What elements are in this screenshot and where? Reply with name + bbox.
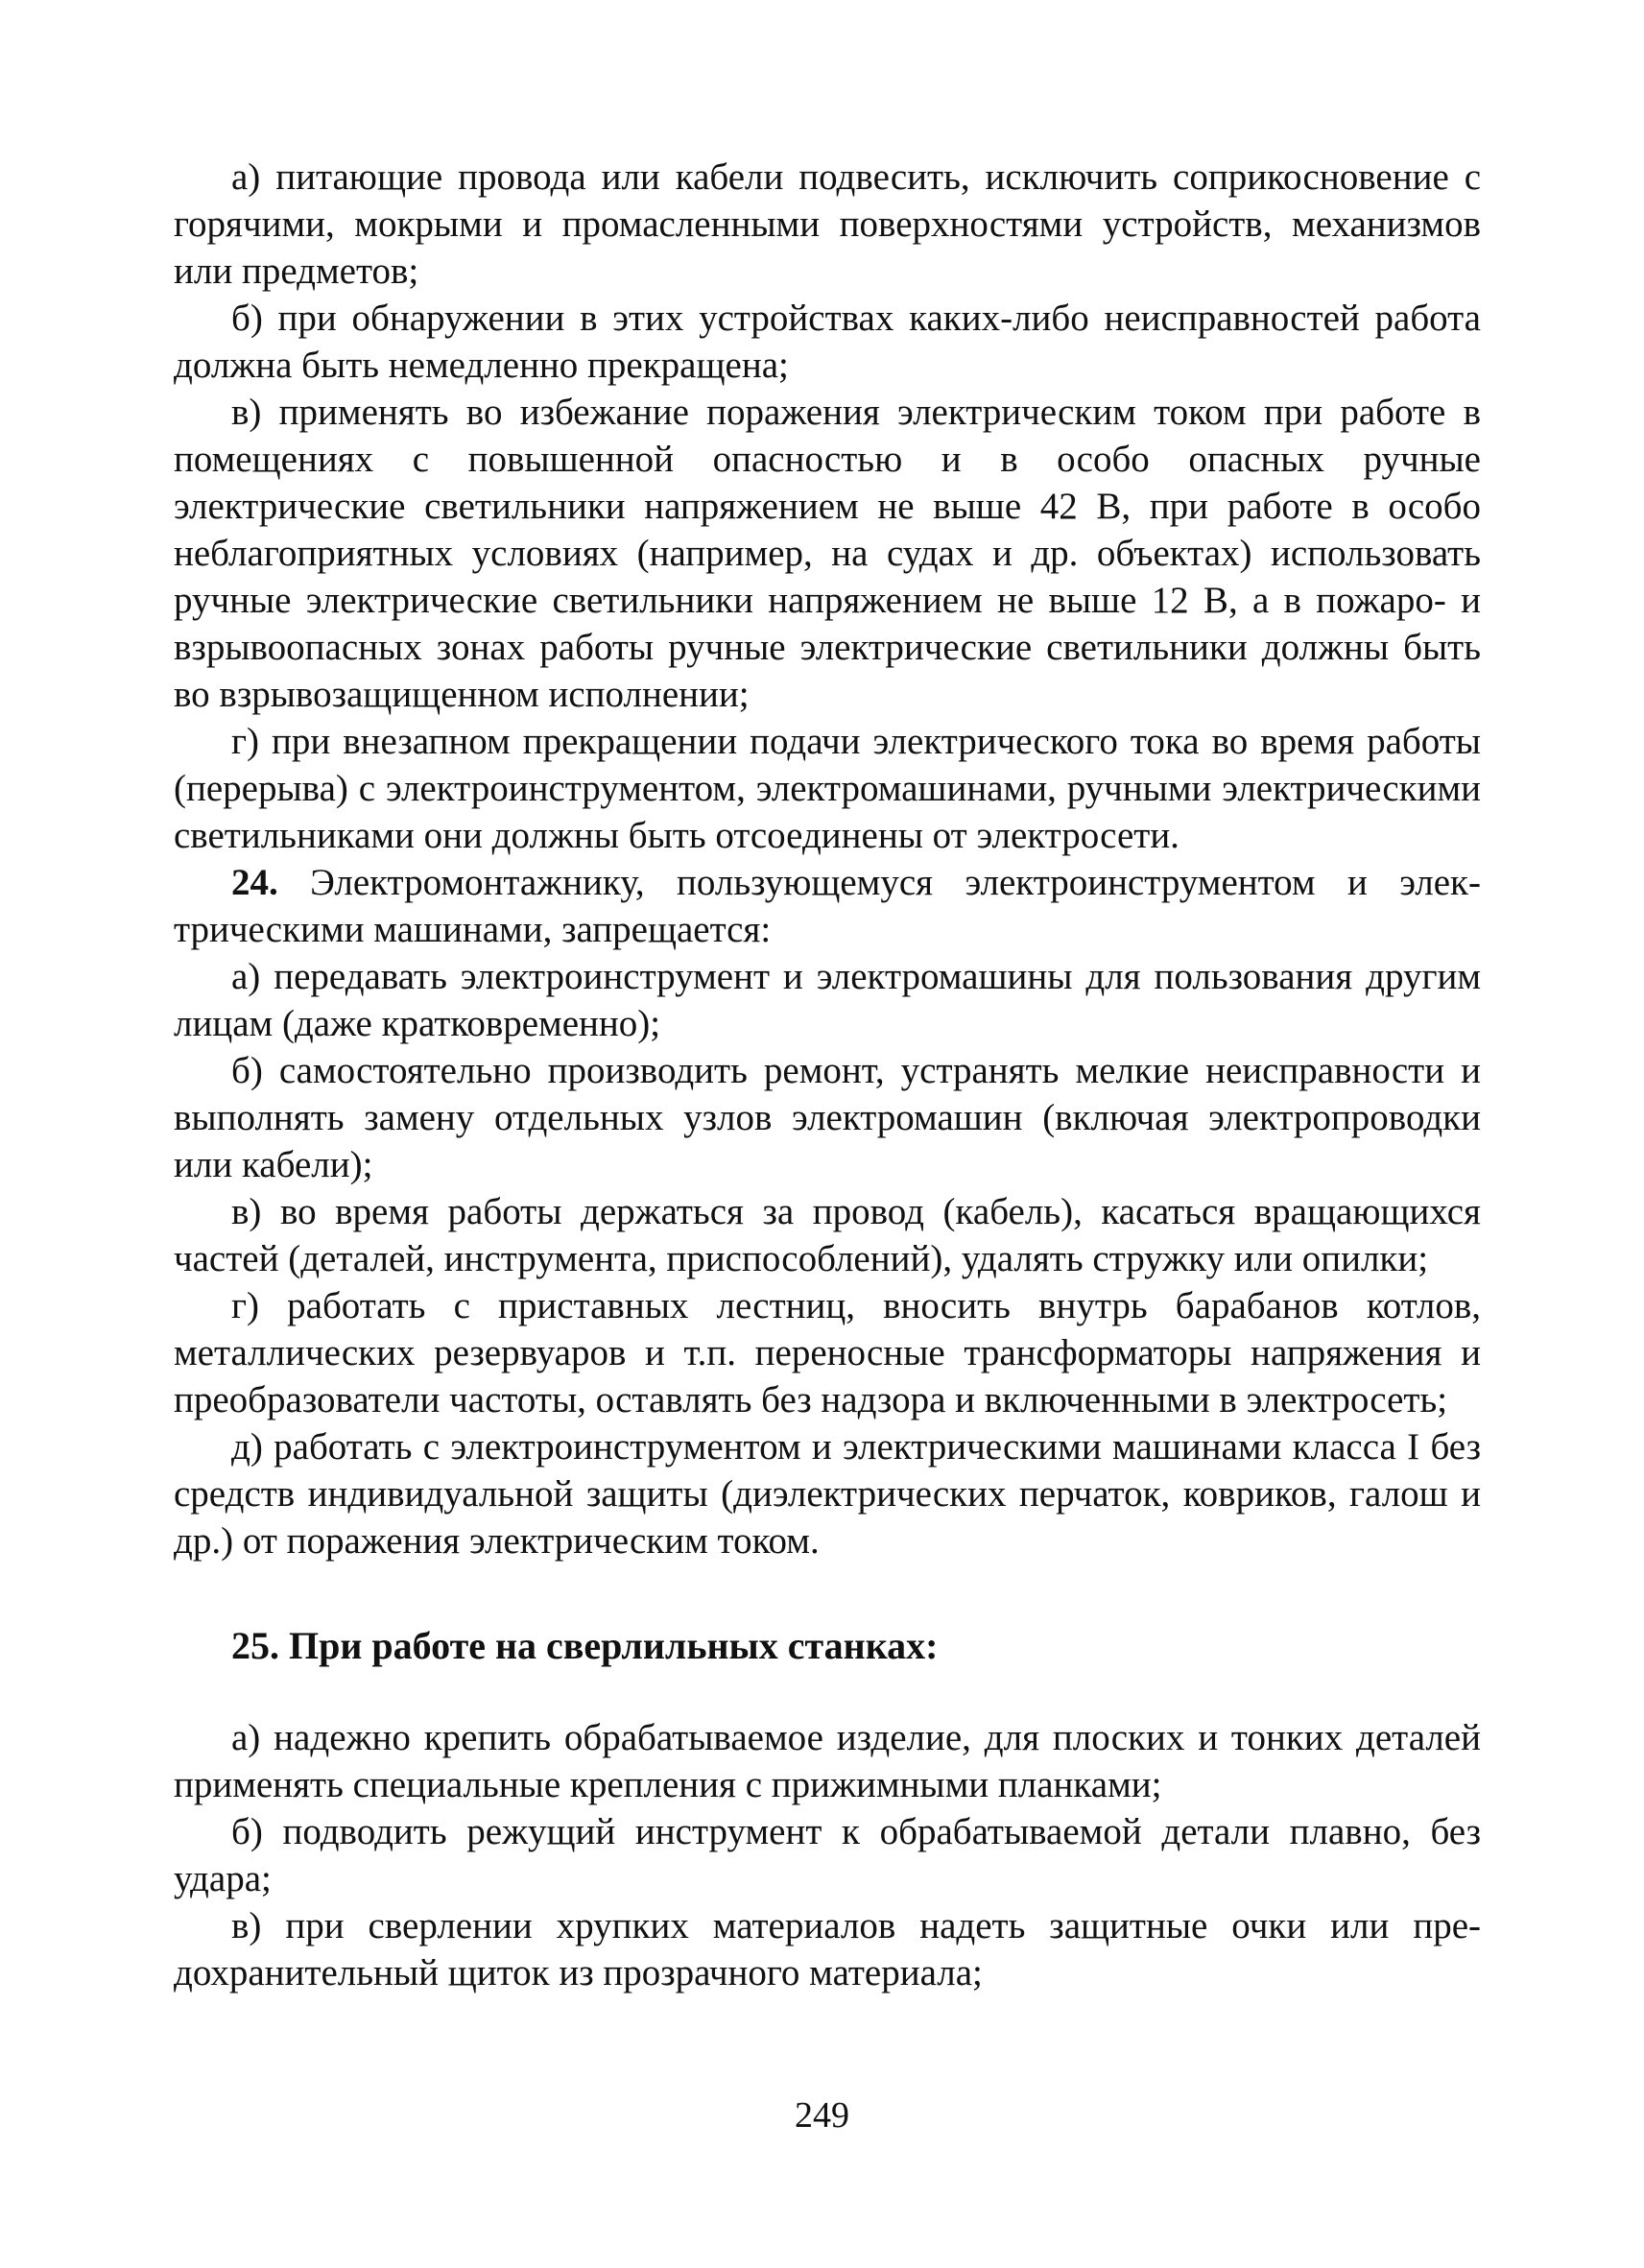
- paragraph-24-g-ladders: г) работать с приставных лестниц, вносить внутрь барабанов котлов, металлических резервуаров и т.п. переносные трансформаторы напряжения и преобразователи частоты, оставлять без надзора и включенными в электросеть;: [174, 1285, 1481, 1420]
- section-heading-25: 25. При работе на сверлильных станках:: [231, 1624, 939, 1667]
- paragraph-item-24: [174, 859, 1481, 953]
- paragraph-24-d-protection: д) работать с электроинструментом и электрическими машинами класса I без средств индивидуальной защиты (диэлектрических перчаток, ковриков, галош и др.) от поражения электрическим током.: [174, 1426, 1481, 1562]
- item-24-number: 24.: [231, 862, 278, 903]
- paragraph-24-v-holding: в) во время работы держаться за провод (кабель), касаться вращающихся частей (деталей, инструмента, приспособлений), удалять стружку или опилки;: [174, 1191, 1481, 1279]
- paragraph-24-b-repair: б) самостоятельно производить ремонт, устранять мелкие неисправности и выполнять замену отдельных узлов электромашин (включая электропроводки или кабели);: [174, 1050, 1481, 1185]
- paragraph-25-b-tool: б) подводить режущий инструмент к обрабатываемой детали плавно, без удара;: [174, 1811, 1481, 1899]
- paragraph-25-a-fixing: а) надежно крепить обрабатываемое изделие, для плоских и тонких деталей применять специальные крепления с прижимными планками;: [174, 1717, 1481, 1805]
- paragraph-25-v-goggles: в) при сверлении хрупких материалов надеть защитные очки или предохранительный щиток из прозрачного материала;: [174, 1905, 1481, 1993]
- page-body: [174, 154, 1481, 1996]
- paragraph-24-a-transfer: а) передавать электроинструмент и электромашины для пользования другим лицам (даже кратковременно);: [174, 956, 1481, 1044]
- paragraph-item-a-cables: а) питающие провода или кабели подвесить, исключить соприкосновение с горячими, мокрыми и промасленными поверхностями устройств, механизмов или предметов;: [174, 156, 1481, 292]
- paragraph-item-v-lamps: в) применять во избежание поражения электрическим током при работе в помещениях с повышенной опасностью и в особо опасных ручные электрические светильники напряжением не выше 42 В, при работе в особо неблагоприятных условиях (например, на судах и др. объектах) использовать ручные электрические светильники напряжением не выше 12 В, а в пожаро- и взрывоопасных зонах работы ручные электрические светильники должны быть во взрывозащищенном исполнении;: [174, 392, 1481, 715]
- page-number: 249: [795, 2095, 849, 2136]
- paragraph-item-g-power-loss: г) при внезапном прекращении подачи электрического тока во время работы (перерыва) с электроинструментом, электромашинами, ручными электрическими светильниками они должны быть отсоединены от электросети.: [174, 721, 1481, 856]
- paragraph-item-b-malfunction: б) при обнаружении в этих устройствах каких-либо неисправностей работа должна быть немедленно прекращена;: [174, 298, 1481, 386]
- item-24-text: Электромонтажнику, пользующемуся электроинструментом и электрическими машинами, запрещается:: [174, 862, 1481, 950]
